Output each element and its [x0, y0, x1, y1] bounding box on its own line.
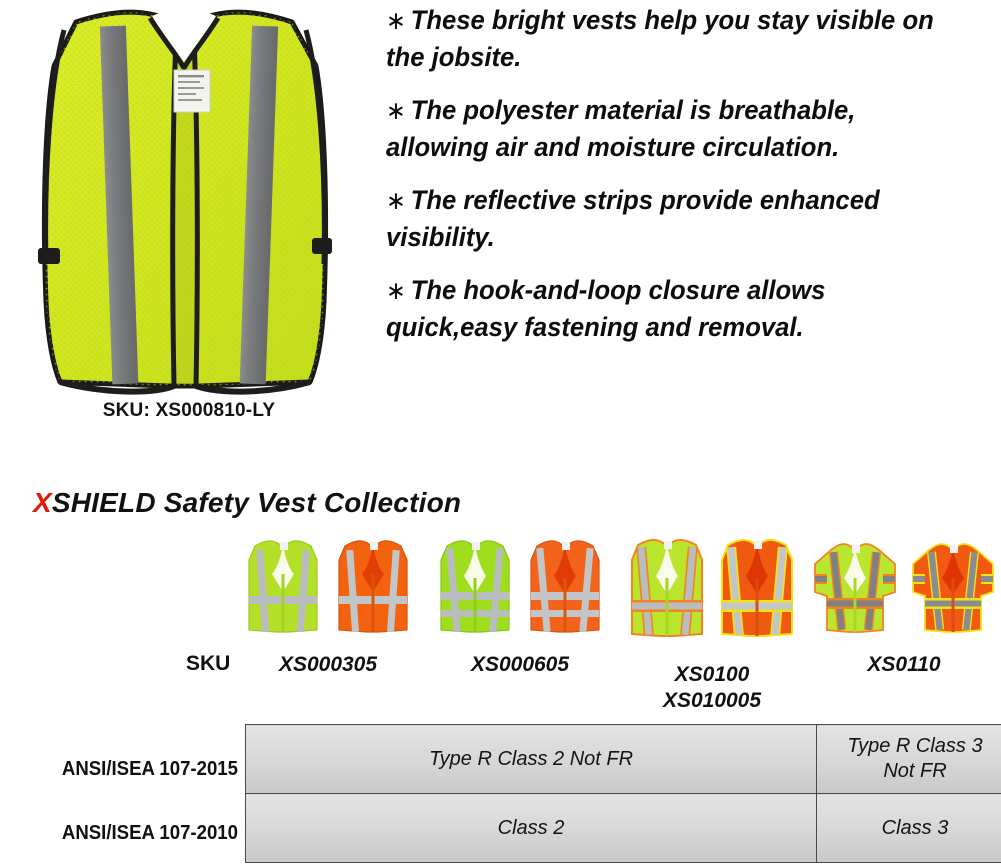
asterisk-icon: ∗ — [386, 276, 406, 305]
vest-column-1 — [424, 534, 616, 646]
cell-line: Type R Class 3 — [847, 735, 983, 757]
table-row — [246, 794, 1001, 863]
sku-line: XS010005 — [662, 689, 762, 713]
sku-value-2 — [616, 662, 808, 715]
asterisk-icon: ∗ — [386, 96, 406, 125]
standards-cell-2015-class2: Type R Class 2 Not FR — [246, 725, 817, 794]
standards-cell-2010-class3: Class 3 — [817, 794, 1001, 863]
vest-column-2 — [616, 534, 808, 646]
sku-line: XS0110 — [867, 653, 941, 676]
sku-row-header: SKU — [186, 652, 231, 675]
cell-line: Not FR — [883, 760, 947, 782]
collection-title-text: SHIELD Safety Vest Collection — [51, 487, 462, 518]
standards-table — [245, 724, 1001, 863]
asterisk-icon: ∗ — [386, 186, 406, 215]
feature-bullet — [386, 272, 956, 346]
feature-bullet-list — [386, 2, 986, 362]
sku-row — [0, 652, 1001, 713]
standard-label-2010: ANSI/ISEA 107-2010 — [61, 822, 239, 844]
feature-bullet — [386, 2, 956, 76]
brand-initial: X — [33, 487, 52, 518]
vest-thumb-lime-plain — [241, 534, 325, 642]
sku-value-0 — [232, 652, 424, 678]
standard-label-2015: ANSI/ISEA 107-2015 — [61, 758, 239, 780]
collection-title — [33, 487, 461, 519]
vest-thumb-orange-plain — [331, 534, 415, 642]
vest-column-0 — [232, 534, 424, 646]
hero-vest-photo — [24, 2, 354, 398]
standards-cell-2010-class2: Class 2 — [246, 794, 817, 863]
sku-line: XS000605 — [470, 653, 570, 676]
feature-bullet-text: The polyester material is breathable, allowing air and moisture circulation. — [386, 94, 856, 162]
vest-thumb-lime-sleeved — [809, 534, 901, 642]
vest-thumb-orange-contrast — [715, 534, 799, 646]
feature-bullet-text: The reflective strips provide enhanced visibility. — [386, 184, 880, 252]
table-row — [246, 725, 1001, 794]
vest-thumb-orange-sleeved — [907, 534, 999, 642]
vest-collection-thumbnails — [232, 534, 1000, 646]
asterisk-icon: ∗ — [386, 7, 406, 35]
vest-thumb-lime-xback — [433, 534, 517, 642]
sku-value-1 — [424, 652, 616, 678]
feature-bullet — [386, 92, 956, 166]
feature-bullet-text: These bright vests help you stay visible on the jobsite. — [386, 5, 934, 72]
standards-row-labels — [0, 724, 238, 864]
sku-line: XS0100 — [674, 663, 750, 686]
feature-bullet-text: The hook-and-loop closure allows quick,easy fastening and removal. — [386, 274, 826, 342]
vest-column-3 — [808, 534, 1000, 646]
standards-cell-2015-class3 — [817, 725, 1001, 794]
vest-thumb-lime-contrast — [625, 534, 709, 646]
care-label — [174, 70, 210, 112]
sku-line: XS000305 — [278, 653, 378, 676]
feature-bullet — [386, 182, 956, 256]
sku-value-3 — [808, 652, 1000, 678]
lime-mesh-safety-vest-illustration — [24, 2, 354, 398]
hero-sku-caption: SKU: XS000810-LY — [102, 400, 276, 421]
vest-thumb-orange-xback — [523, 534, 607, 642]
